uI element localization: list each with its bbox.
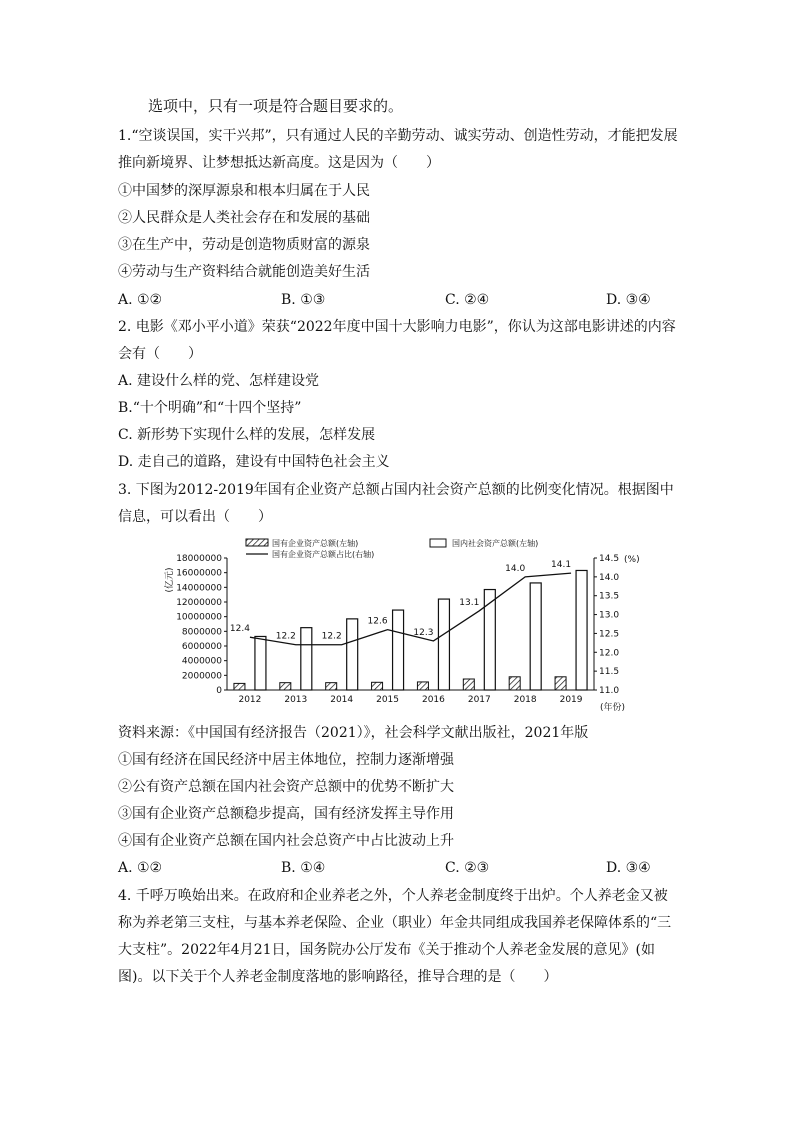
left-tick-label: 2000000 [181, 671, 222, 682]
q3-option-c: C. ②③ [445, 860, 490, 876]
q1-item: ②人民群众是人类社会存在和发展的基础 [118, 210, 370, 226]
x-tick-label: 2015 [376, 695, 400, 705]
social-asset-bar [484, 590, 495, 690]
q1-options [118, 290, 678, 310]
social-asset-bar [347, 619, 358, 690]
left-tick-label: 14000000 [176, 583, 222, 594]
q3-stem-line2: 信息，可以看出（ ） [118, 509, 272, 525]
q3-option-b: B. ①④ [281, 860, 326, 876]
state-asset-bar [280, 683, 291, 690]
right-tick-label: 13.5 [599, 591, 620, 602]
left-tick-label: 8000000 [181, 627, 222, 638]
q1-option-b: B. ①③ [281, 292, 326, 308]
legend-swatch-social-asset [430, 539, 446, 547]
q2-stem-line2: 会有（ ） [118, 346, 202, 362]
q3-item: ②公有资产总额在国内社会资产总额中的优势不断扩大 [118, 779, 454, 795]
social-asset-bar [530, 583, 541, 690]
ratio-data-label: 14.0 [505, 563, 526, 574]
q3-item: ①国有经济在国民经济中居主体地位，控制力逐渐增强 [118, 752, 454, 768]
x-tick-label: 2012 [238, 695, 262, 705]
q1-stem-line2: 推向新境界、让梦想抵达新高度。这是因为（ ） [118, 155, 440, 171]
q3-option-a: A. ①② [118, 860, 163, 876]
q1-option-d: D. ③④ [606, 292, 651, 308]
right-tick-label: 12.5 [599, 629, 620, 640]
social-asset-bar [393, 610, 404, 690]
right-tick-label: 11.5 [599, 667, 620, 678]
q1-option-a: A. ①② [118, 292, 163, 308]
legend-label-state-asset: 国有企业资产总额(左轴) [272, 539, 359, 548]
q4-line1: 4. 千呼万唤始出来。在政府和企业养老之外，个人养老金制度终于出炉。个人养老金又被 [118, 888, 668, 904]
left-tick-label: 6000000 [181, 642, 222, 652]
q2-option-a: A. 建设什么样的党、怎样建设党 [118, 373, 320, 389]
social-asset-bar [438, 599, 449, 690]
ratio-data-label: 12.2 [275, 631, 296, 642]
q3-stem-line1: 3. 下图为2012-2019年国有企业资产总额占国内社会资产总额的比例变化情况。根据图中 [118, 482, 674, 498]
q3-item: ③国有企业资产总额稳步提高，国有经济发挥主导作用 [118, 806, 454, 822]
asset-ratio-chart [160, 536, 640, 718]
q4-line3: 大支柱”。2022年4月21日，国务院办公厅发布《关于推动个人养老金发展的意见》(如 [118, 942, 655, 958]
q3-source: 资料来源：《中国国有经济报告（2021）》，社会科学文献出版社，2021年版 [118, 725, 589, 741]
legend-swatch-state-asset [246, 539, 268, 546]
ratio-data-label: 13.1 [459, 597, 480, 608]
state-asset-bar [417, 682, 428, 690]
right-tick-label: 11.0 [599, 686, 620, 696]
ratio-data-label: 12.4 [229, 624, 250, 635]
q3-item: ④国有企业资产总额在国内社会总资产中占比波动上升 [118, 833, 454, 849]
q4-line4: 图)。以下关于个人养老金制度落地的影响路径，推导合理的是（ ） [118, 969, 558, 985]
q3-options [118, 858, 678, 878]
section-intro: 选项中，只有一项是符合题目要求的。 [148, 97, 404, 115]
chart-legend [246, 538, 538, 559]
q2-stem-line1: 2. 电影《邓小平小道》荣获“2022年度中国十大影响力电影”，你认为这部电影讲述的内容 [118, 319, 676, 335]
state-asset-bar [509, 677, 520, 690]
q1-item: ③在生产中，劳动是创造物质财富的源泉 [118, 237, 370, 253]
left-tick-label: 10000000 [176, 612, 222, 623]
x-tick-label: 2013 [284, 695, 308, 705]
right-tick-label: 12.0 [599, 648, 620, 659]
right-axis-unit: (%) [624, 555, 640, 565]
q1-option-c: C. ②④ [445, 292, 490, 308]
left-tick-label: 0 [216, 686, 222, 696]
ratio-line [250, 573, 571, 645]
q1-item: ①中国梦的深厚源泉和根本归属在于人民 [118, 183, 370, 199]
social-asset-bar [576, 570, 587, 690]
x-tick-label: 2019 [559, 695, 583, 705]
state-asset-bar [326, 683, 337, 690]
q2-option-d: D. 走自己的道路，建设有中国特色社会主义 [118, 454, 390, 470]
x-tick-label: 2017 [467, 695, 491, 705]
q1-item: ④劳动与生产资料结合就能创造美好生活 [118, 264, 370, 280]
ratio-data-label: 12.6 [367, 616, 388, 627]
ratio-data-label: 12.2 [321, 631, 342, 642]
ratio-data-label: 12.3 [413, 627, 434, 638]
q4-line2: 称为养老第三支柱，与基本养老保险、企业（职业）年金共同组成我国养老保障体系的“三 [118, 915, 672, 931]
q1-stem-line1: 1.“空谈误国，实干兴邦”，只有通过人民的辛勤劳动、诚实劳动、创造性劳动，才能把发展 [118, 128, 678, 144]
left-tick-label: 12000000 [176, 598, 222, 608]
social-asset-bar [255, 636, 266, 690]
social-asset-bar [301, 628, 312, 690]
chart-bars [234, 570, 587, 690]
q2-option-b: B.“十个明确”和“十四个坚持” [118, 400, 302, 416]
left-tick-label: 18000000 [176, 554, 222, 564]
right-tick-label: 14.0 [599, 572, 620, 583]
legend-label-social-asset: 国内社会资产总额(左轴) [452, 539, 539, 548]
x-axis-unit: (年份) [600, 703, 626, 713]
x-tick-label: 2016 [421, 695, 445, 705]
right-tick-label: 14.5 [599, 554, 620, 564]
state-asset-bar [555, 677, 566, 690]
right-tick-label: 13.0 [599, 610, 620, 621]
state-asset-bar [234, 683, 245, 690]
x-tick-label: 2014 [330, 695, 354, 705]
left-tick-label: 4000000 [181, 656, 222, 667]
q3-option-d: D. ③④ [606, 860, 651, 876]
ratio-data-label: 14.1 [551, 560, 572, 571]
left-axis-unit: (亿元) [165, 567, 175, 593]
q2-option-c: C. 新形势下实现什么样的发展，怎样发展 [118, 427, 376, 443]
state-asset-bar [463, 679, 474, 690]
state-asset-bar [372, 682, 383, 690]
left-tick-label: 16000000 [176, 568, 222, 579]
legend-label-ratio: 国有企业资产总额占比(右轴) [272, 550, 375, 559]
x-tick-label: 2018 [513, 695, 537, 705]
